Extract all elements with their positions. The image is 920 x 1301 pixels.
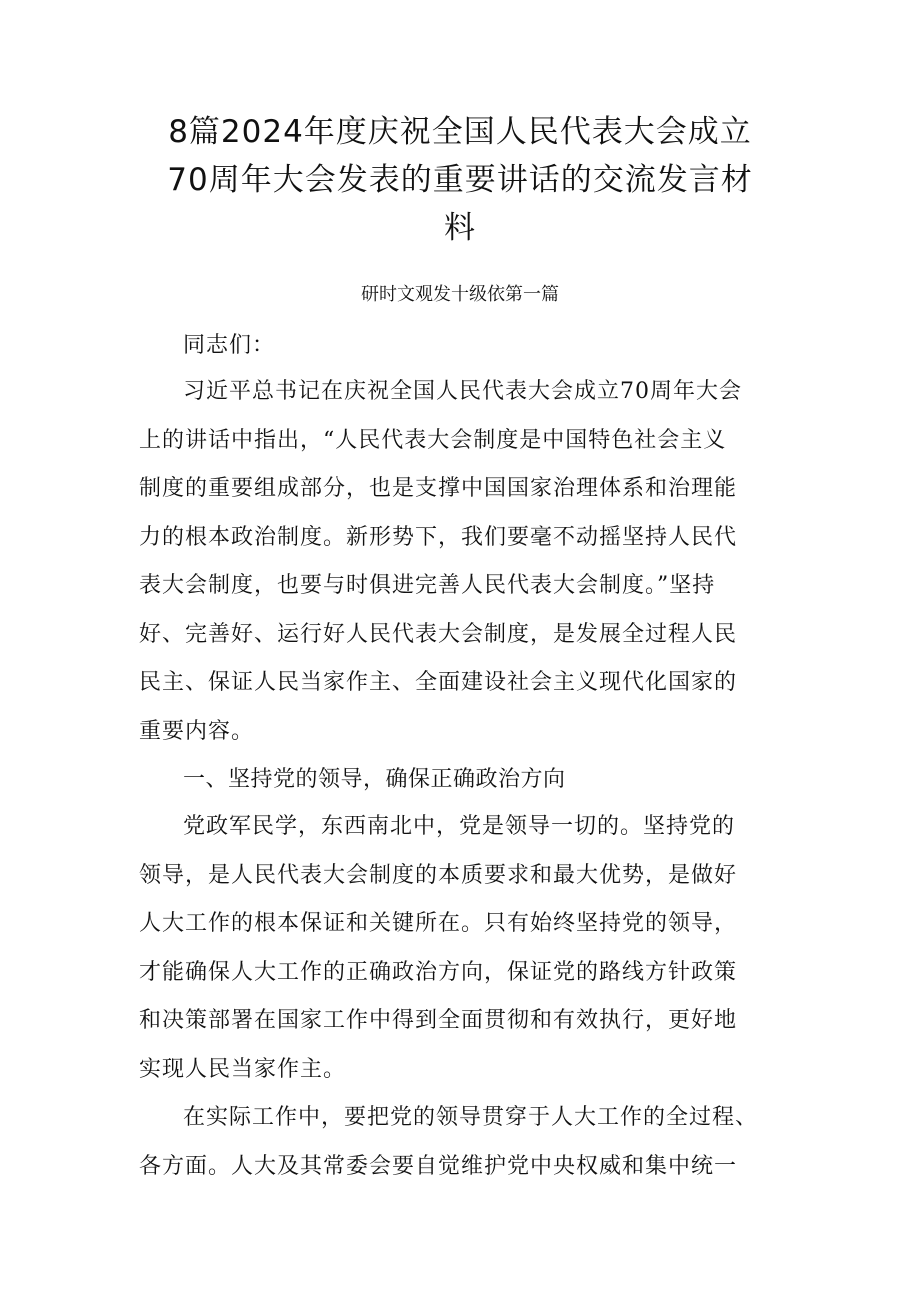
paragraph-2-line: 和决策部署在国家工作中得到全面贯彻和有效执行，更好地 <box>139 1008 738 1033</box>
title-line-1: 8篇2024年度庆祝全国人民代表大会成立 <box>168 114 752 150</box>
paragraph-2-line: 人大工作的根本保证和关键所在。只有始终坚持党的领导， <box>139 911 738 936</box>
paragraph-2-line: 领导，是人民代表大会制度的本质要求和最大优势，是做好 <box>139 862 738 888</box>
title-line-2: 70周年大会发表的重要讲话的交流发言材 <box>167 162 753 198</box>
title-line-3: 料 <box>444 210 476 246</box>
section-heading-1: 一、坚持党的领导，确保正确政治方向 <box>183 767 566 792</box>
paragraph-1-line: 力的根本政治制度。新形势下，我们要毫不动摇坚持人民代 <box>139 524 738 550</box>
paragraph-2-line: 才能确保人大工作的正确政治方向，保证党的路线方针政策 <box>139 959 738 985</box>
paragraph-1-line: 好、完善好、运行好人民代表大会制度，是发展全过程人民 <box>139 621 738 647</box>
paragraph-3-line: 在实际工作中，要把党的领导贯穿于人大工作的全过程、 <box>183 1105 759 1130</box>
salutation: 同志们： <box>183 333 276 358</box>
document-subtitle: 研时文观发十级依第一篇 <box>361 284 559 305</box>
document-title <box>120 108 800 252</box>
paragraph-2-line: 实现人民当家作主。 <box>139 1056 347 1082</box>
paragraph-1-line: 习近平总书记在庆祝全国人民代表大会成立70周年大会 <box>183 379 742 404</box>
paragraph-1-line: 上的讲话中指出，“人民代表大会制度是中国特色社会主义 <box>139 427 727 453</box>
paragraph-1-line: 民主、保证人民当家作主、全面建设社会主义现代化国家的 <box>139 670 738 695</box>
paragraph-1-line: 制度的重要组成部分，也是支撑中国国家治理体系和治理能 <box>139 476 738 501</box>
paragraph-1-line: 表大会制度，也要与时俱进完善人民代表大会制度。”坚持 <box>139 573 716 598</box>
paragraph-3-line: 各方面。人大及其常委会要自觉维护党中央权威和集中统一 <box>139 1153 738 1179</box>
paragraph-2 <box>139 803 799 1094</box>
paragraph-1-line: 重要内容。 <box>139 718 255 744</box>
paragraph-3 <box>139 1094 799 1191</box>
paragraph-1 <box>139 368 799 756</box>
paragraph-2-line: 党政军民学，东西南北中，党是领导一切的。坚持党的 <box>183 814 736 839</box>
